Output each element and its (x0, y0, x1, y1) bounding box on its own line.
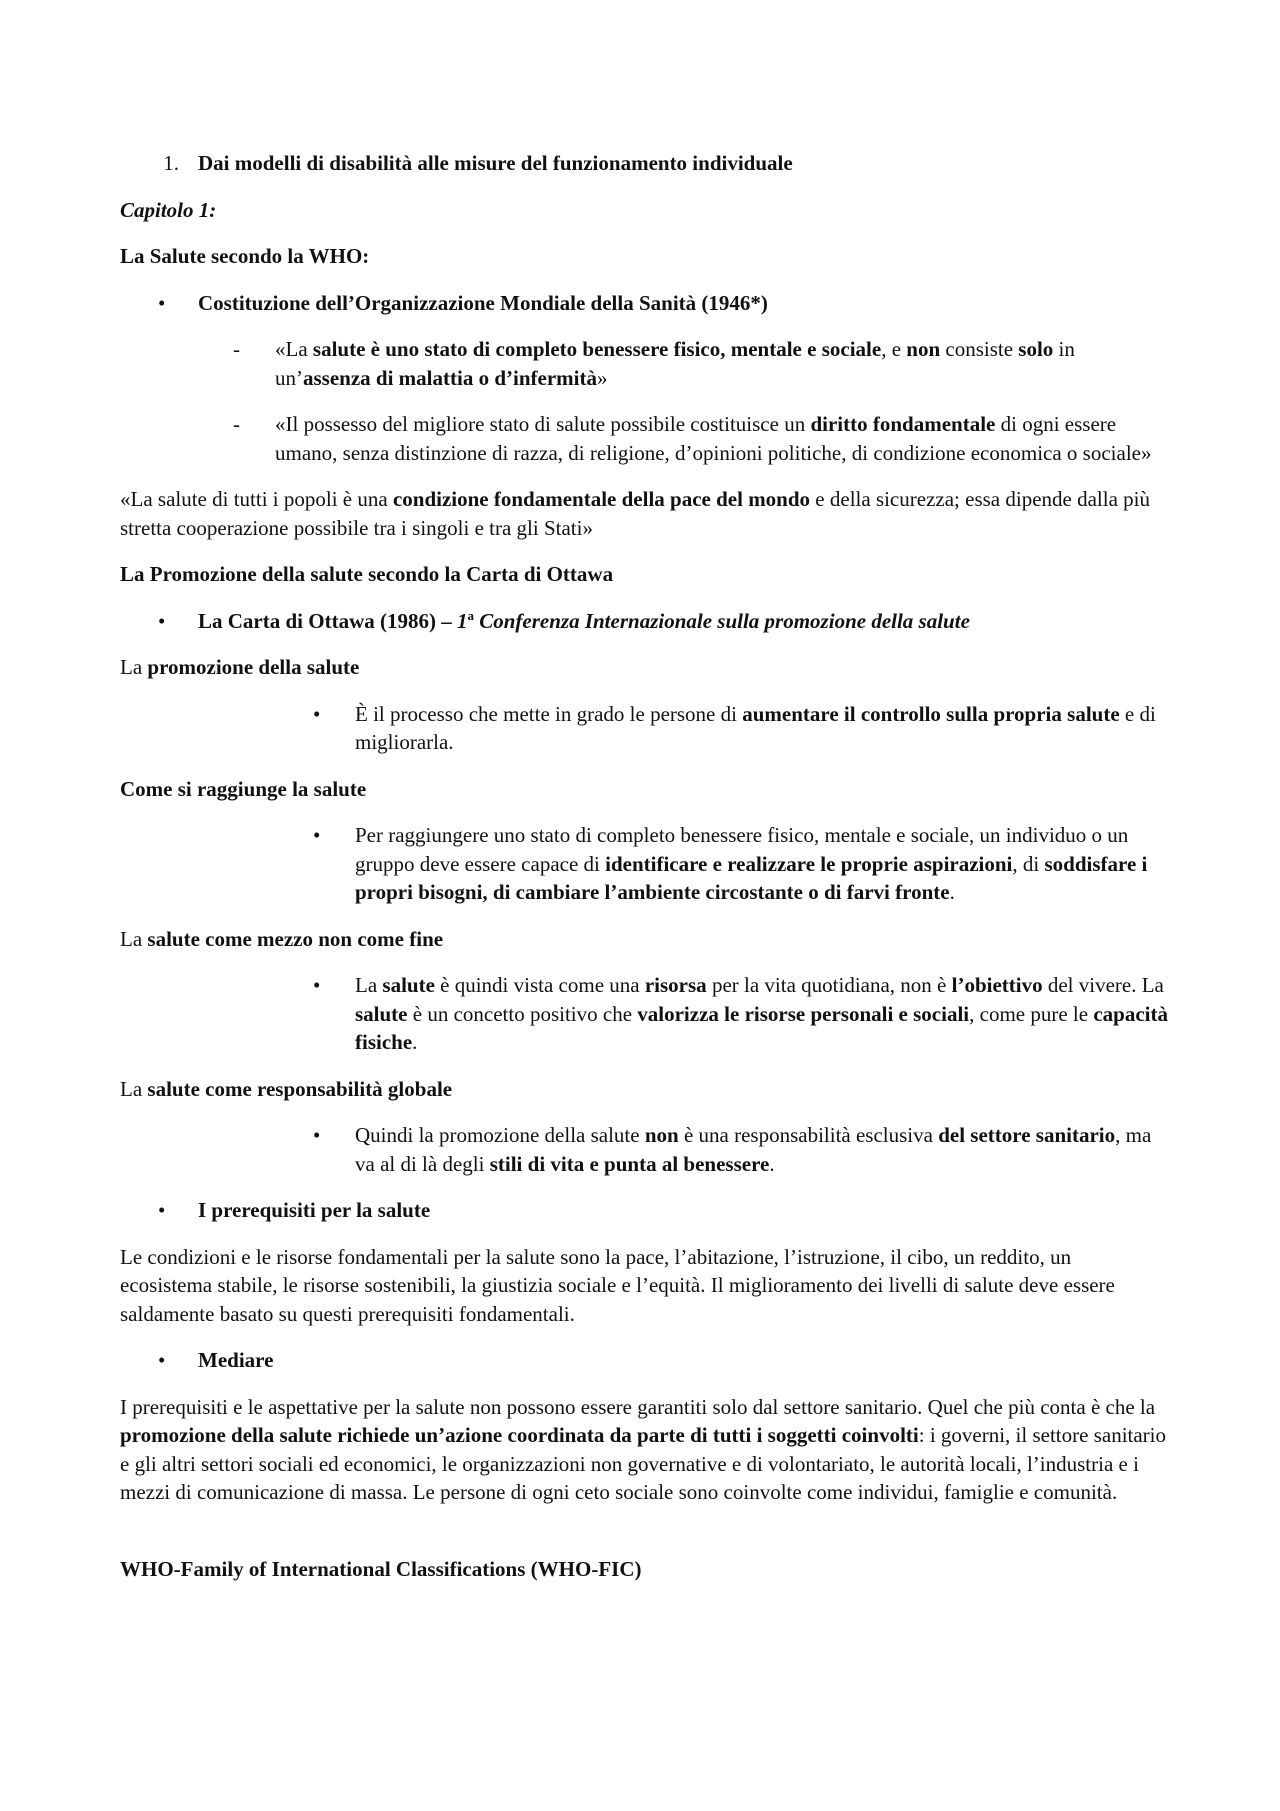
mediate-bullet-text: Mediare (198, 1348, 274, 1372)
bullet-marker: • (158, 290, 166, 315)
reach-health-title: Come si raggiunge la salute (120, 776, 367, 801)
main-heading (120, 149, 1168, 178)
dash-marker: - (233, 337, 240, 361)
means-item (120, 971, 1168, 1057)
ottawa-section-title: La Promozione della salute secondo la Carta di Ottawa (120, 562, 614, 586)
who-fic-title: WHO-Family of International Classifications (WHO-FIC) (120, 1556, 642, 1581)
heading-text: Dai modelli di disabilità alle misure del funzionamento individuale (198, 151, 793, 175)
ottawa-bullet (120, 607, 1168, 636)
prerequisites-bullet (120, 1196, 1168, 1225)
heading-number: 1. (163, 151, 179, 175)
responsibility-item-text: Quindi la promozione della salute non è una responsabilità esclusiva del settore sanitario, ma va al di là degli stili di vita e punta al benessere. (355, 1123, 1152, 1176)
constitution-bullet (120, 289, 1168, 318)
prerequisites-bullet-text: I prerequisiti per la salute (198, 1198, 431, 1222)
bullet-marker: • (158, 1198, 166, 1222)
chapter-label: Capitolo 1: (120, 197, 217, 222)
bullet-marker: • (158, 1348, 166, 1372)
promotion-label: La promozione della salute (120, 655, 360, 679)
bullet-marker: • (313, 823, 321, 847)
bullet-marker: • (158, 608, 166, 633)
promotion-item (120, 700, 1168, 757)
bullet-marker: • (313, 973, 321, 997)
bullet-marker: • (313, 701, 321, 726)
quote-health-definition (120, 335, 1168, 392)
quote-fundamental-right (120, 410, 1168, 467)
reach-health-item (120, 821, 1168, 907)
prerequisites-paragraph: Le condizioni e le risorse fondamentali per la salute sono la pace, l’abitazione, l’istruzione, il cibo, un reddito, un ecosistema stabile, le risorse sostenibili, la giustizia sociale e l’equità. Il miglioramento dei livelli di salute deve essere saldamente basato su questi prerequisiti fondamentali. (120, 1244, 1115, 1326)
quote-health-definition-text: «La salute è uno stato di completo benessere fisico, mentale e sociale, e non consiste solo in un’assenza di malattia o d’infermità» (275, 337, 1075, 390)
responsibility-item (120, 1121, 1168, 1178)
peace-paragraph: «La salute di tutti i popoli è una condizione fondamentale della pace del mondo e della sicurezza; essa dipende dalla più stretta cooperazione possibile tra i singoli e tra gli Stati» (120, 487, 1150, 540)
mediate-bullet (120, 1346, 1168, 1375)
dash-marker: - (233, 412, 240, 436)
ottawa-bullet-text: La Carta di Ottawa (1986) – 1$^a$ Conferenza Internazionale sulla promozione della salute (198, 607, 970, 633)
bullet-marker: • (313, 1123, 321, 1147)
promotion-item-text: È il processo che mette in grado le persone di aumentare il controllo sulla propria salute e di migliorarla. (355, 701, 1156, 754)
constitution-text: Costituzione dell’Organizzazione Mondiale della Sanità (1946*) (198, 290, 768, 315)
responsibility-label: La salute come responsabilità globale (120, 1076, 453, 1101)
quote-fundamental-right-text: «Il possesso del migliore stato di salute possibile costituisce un diritto fondamentale di ogni essere umano, senza distinzione di razza, di religione, d’opinioni politiche, di condizione economica o sociale» (275, 412, 1152, 465)
means-label: La salute come mezzo non come fine (120, 926, 444, 951)
mediate-paragraph: I prerequisiti e le aspettative per la salute non possono essere garantiti solo dal settore sanitario. Quel che più conta è che la promozione della salute richiede un’azione coordinata da parte di tutti i soggetti coinvolti: i governi, il settore sanitario e gli altri settori sociali ed economici, le organizzazioni non governative e di volontariato, le autorità locali, l’industria e i mezzi di comunicazione di massa. Le persone di ogni ceto sociale sono coinvolte come individui, famiglie e comunità. (120, 1394, 1167, 1504)
who-section-title: La Salute secondo la WHO: (120, 244, 370, 268)
reach-health-item-text: Per raggiungere uno stato di completo benessere fisico, mentale e sociale, un individuo o un gruppo deve essere capace di identificare e realizzare le proprie aspirazioni, di soddisfare i propri bisogni, di cambiare l’ambiente circostante o di farvi fronte. (355, 823, 1148, 904)
means-item-text: La salute è quindi vista come una risorsa per la vita quotidiana, non è l’obiettivo del vivere. La salute è un concetto positivo che valorizza le risorse personali e sociali, come pure le capacità fisiche. (355, 973, 1168, 1054)
